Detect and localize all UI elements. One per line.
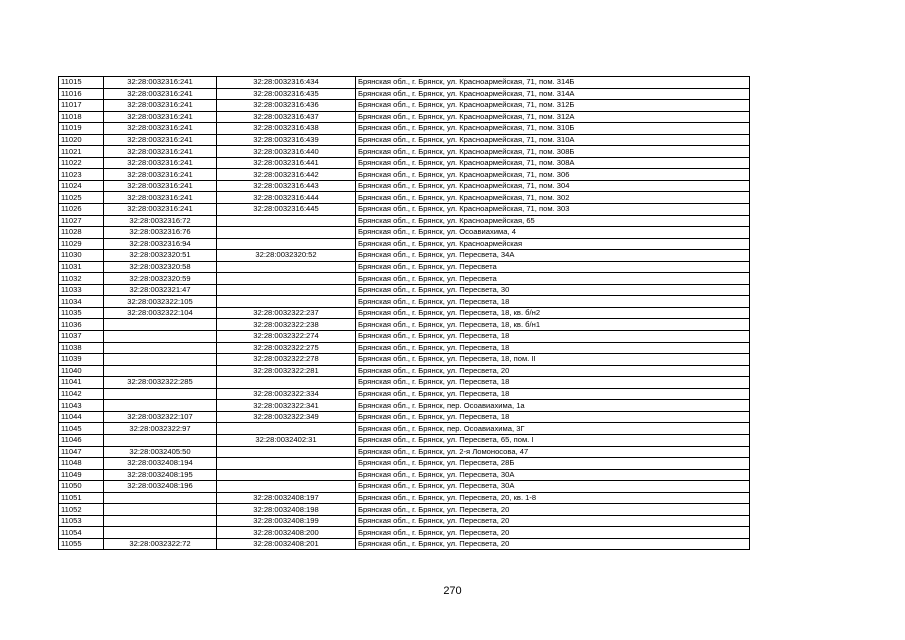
row-number-cell: 11033: [59, 284, 104, 296]
table-row: [59, 423, 750, 435]
address-cell: Брянская обл., г. Брянск, ул. Пересвета, 18: [356, 377, 750, 389]
row-number-cell: 11020: [59, 134, 104, 146]
table-row: [59, 354, 750, 366]
row-number-cell: 11048: [59, 458, 104, 470]
row-number-cell: 11030: [59, 250, 104, 262]
cadastral-number-cell: 32:28:0032316:241: [104, 77, 217, 89]
cadastral-number-cell: 32:28:0032316:241: [104, 134, 217, 146]
table-row: [59, 365, 750, 377]
address-cell: Брянская обл., г. Брянск, ул. Пересвета, 18: [356, 296, 750, 308]
row-number-cell: 11038: [59, 342, 104, 354]
cadastral-number-cell: [104, 365, 217, 377]
premises-cadastral-number-cell: [217, 227, 356, 239]
cadastral-number-cell: 32:28:0032316:76: [104, 227, 217, 239]
cadastral-number-cell: 32:28:0032322:72: [104, 538, 217, 550]
row-number-cell: 11045: [59, 423, 104, 435]
cadastral-number-cell: [104, 492, 217, 504]
cadastral-number-cell: 32:28:0032316:241: [104, 123, 217, 135]
table-row: [59, 307, 750, 319]
address-cell: Брянская обл., г. Брянск, ул. Красноармейская, 71, пом. 302: [356, 192, 750, 204]
table-row: [59, 504, 750, 516]
cadastral-number-cell: 32:28:0032408:195: [104, 469, 217, 481]
cadastral-number-cell: 32:28:0032316:241: [104, 169, 217, 181]
cadastral-number-cell: 32:28:0032405:50: [104, 446, 217, 458]
cadastral-number-cell: 32:28:0032316:94: [104, 238, 217, 250]
table-row: [59, 527, 750, 539]
row-number-cell: 11026: [59, 204, 104, 216]
address-cell: Брянская обл., г. Брянск, ул. Пересвета, 30А: [356, 481, 750, 493]
table-row: [59, 458, 750, 470]
cadastral-number-cell: 32:28:0032316:72: [104, 215, 217, 227]
address-cell: Брянская обл., г. Брянск, ул. Красноармейская, 71, пом. 304: [356, 180, 750, 192]
premises-cadastral-number-cell: 32:28:0032322:238: [217, 319, 356, 331]
table-row: [59, 146, 750, 158]
cadastral-number-cell: 32:28:0032408:194: [104, 458, 217, 470]
table-row: [59, 469, 750, 481]
table-row: [59, 238, 750, 250]
cadastral-number-cell: 32:28:0032322:104: [104, 307, 217, 319]
address-cell: Брянская обл., г. Брянск, ул. Красноармейская, 71, пом. 308А: [356, 157, 750, 169]
premises-cadastral-number-cell: 32:28:0032408:199: [217, 515, 356, 527]
premises-cadastral-number-cell: 32:28:0032322:349: [217, 411, 356, 423]
address-cell: Брянская обл., г. Брянск, ул. Красноармейская, 71, пом. 310А: [356, 134, 750, 146]
cadastral-number-cell: [104, 388, 217, 400]
table-row: [59, 319, 750, 331]
table-row: [59, 88, 750, 100]
premises-cadastral-number-cell: [217, 446, 356, 458]
address-cell: Брянская обл., г. Брянск, ул. Пересвета, 18, кв. б/н2: [356, 307, 750, 319]
premises-cadastral-number-cell: 32:28:0032408:197: [217, 492, 356, 504]
row-number-cell: 11049: [59, 469, 104, 481]
cadastral-number-cell: 32:28:0032322:107: [104, 411, 217, 423]
table-row: [59, 261, 750, 273]
row-number-cell: 11023: [59, 169, 104, 181]
premises-cadastral-number-cell: 32:28:0032408:200: [217, 527, 356, 539]
address-cell: Брянская обл., г. Брянск, ул. Красноармейская: [356, 238, 750, 250]
premises-cadastral-number-cell: 32:28:0032316:437: [217, 111, 356, 123]
premises-cadastral-number-cell: 32:28:0032408:198: [217, 504, 356, 516]
table-row: [59, 134, 750, 146]
premises-cadastral-number-cell: 32:28:0032322:237: [217, 307, 356, 319]
premises-cadastral-number-cell: 32:28:0032322:341: [217, 400, 356, 412]
table-row: [59, 192, 750, 204]
premises-cadastral-number-cell: [217, 215, 356, 227]
cadastral-number-cell: 32:28:0032316:241: [104, 146, 217, 158]
table-row: [59, 481, 750, 493]
address-cell: Брянская обл., г. Брянск, ул. Пересвета, 28Б: [356, 458, 750, 470]
row-number-cell: 11021: [59, 146, 104, 158]
address-cell: Брянская обл., г. Брянск, ул. Красноармейская, 71, пом. 314Б: [356, 77, 750, 89]
row-number-cell: 11031: [59, 261, 104, 273]
address-cell: Брянская обл., г. Брянск, ул. Пересвета, 18: [356, 331, 750, 343]
cadastral-number-cell: [104, 354, 217, 366]
address-cell: Брянская обл., г. Брянск, ул. Красноармейская, 71, пом. 303: [356, 204, 750, 216]
premises-cadastral-number-cell: 32:28:0032316:435: [217, 88, 356, 100]
cadastral-number-cell: 32:28:0032322:105: [104, 296, 217, 308]
table-row: [59, 111, 750, 123]
address-cell: Брянская обл., г. Брянск, ул. Пересвета: [356, 261, 750, 273]
row-number-cell: 11034: [59, 296, 104, 308]
premises-cadastral-number-cell: 32:28:0032316:439: [217, 134, 356, 146]
address-cell: Брянская обл., г. Брянск, ул. Пересвета, 20: [356, 365, 750, 377]
address-cell: Брянская обл., г. Брянск, ул. 2-я Ломоносова, 47: [356, 446, 750, 458]
registry-table-body: [59, 77, 750, 550]
cadastral-number-cell: 32:28:0032316:241: [104, 88, 217, 100]
table-row: [59, 273, 750, 285]
address-cell: Брянская обл., г. Брянск, пер. Осоавиахима, 3Г: [356, 423, 750, 435]
cadastral-number-cell: 32:28:0032408:196: [104, 481, 217, 493]
row-number-cell: 11050: [59, 481, 104, 493]
address-cell: Брянская обл., г. Брянск, ул. Красноармейская, 71, пом. 314А: [356, 88, 750, 100]
row-number-cell: 11022: [59, 157, 104, 169]
address-cell: Брянская обл., г. Брянск, ул. Пересвета, 34А: [356, 250, 750, 262]
premises-cadastral-number-cell: [217, 273, 356, 285]
premises-cadastral-number-cell: 32:28:0032322:334: [217, 388, 356, 400]
address-cell: Брянская обл., г. Брянск, ул. Красноармейская, 71, пом. 306: [356, 169, 750, 181]
table-row: [59, 204, 750, 216]
row-number-cell: 11025: [59, 192, 104, 204]
premises-cadastral-number-cell: 32:28:0032316:438: [217, 123, 356, 135]
cadastral-number-cell: [104, 434, 217, 446]
row-number-cell: 11044: [59, 411, 104, 423]
registry-table: [58, 76, 750, 550]
table-row: [59, 100, 750, 112]
row-number-cell: 11015: [59, 77, 104, 89]
premises-cadastral-number-cell: [217, 238, 356, 250]
table-row: [59, 492, 750, 504]
address-cell: Брянская обл., г. Брянск, ул. Пересвета, 30: [356, 284, 750, 296]
row-number-cell: 11051: [59, 492, 104, 504]
address-cell: Брянская обл., г. Брянск, ул. Пересвета: [356, 273, 750, 285]
table-row: [59, 377, 750, 389]
table-row: [59, 215, 750, 227]
table-row: [59, 169, 750, 181]
address-cell: Брянская обл., г. Брянск, ул. Осоавиахима, 4: [356, 227, 750, 239]
table-row: [59, 538, 750, 550]
address-cell: Брянская обл., г. Брянск, ул. Пересвета, 18: [356, 342, 750, 354]
cadastral-number-cell: 32:28:0032321:47: [104, 284, 217, 296]
cadastral-number-cell: [104, 527, 217, 539]
table-row: [59, 180, 750, 192]
table-row: [59, 400, 750, 412]
row-number-cell: 11055: [59, 538, 104, 550]
row-number-cell: 11043: [59, 400, 104, 412]
row-number-cell: 11035: [59, 307, 104, 319]
row-number-cell: 11029: [59, 238, 104, 250]
address-cell: Брянская обл., г. Брянск, ул. Красноармейская, 71, пом. 308Б: [356, 146, 750, 158]
table-row: [59, 296, 750, 308]
address-cell: Брянская обл., г. Брянск, ул. Пересвета, 18: [356, 411, 750, 423]
cadastral-number-cell: [104, 504, 217, 516]
row-number-cell: 11018: [59, 111, 104, 123]
premises-cadastral-number-cell: [217, 481, 356, 493]
cadastral-number-cell: 32:28:0032316:241: [104, 111, 217, 123]
cadastral-number-cell: 32:28:0032320:59: [104, 273, 217, 285]
premises-cadastral-number-cell: 32:28:0032316:434: [217, 77, 356, 89]
premises-cadastral-number-cell: 32:28:0032316:440: [217, 146, 356, 158]
premises-cadastral-number-cell: [217, 458, 356, 470]
address-cell: Брянская обл., г. Брянск, ул. Красноармейская, 65: [356, 215, 750, 227]
row-number-cell: 11017: [59, 100, 104, 112]
address-cell: Брянская обл., г. Брянск, ул. Пересвета, 20: [356, 515, 750, 527]
address-cell: Брянская обл., г. Брянск, ул. Пересвета, 20, кв. 1-8: [356, 492, 750, 504]
premises-cadastral-number-cell: [217, 469, 356, 481]
address-cell: Брянская обл., г. Брянск, ул. Красноармейская, 71, пом. 312Б: [356, 100, 750, 112]
cadastral-number-cell: 32:28:0032316:241: [104, 180, 217, 192]
address-cell: Брянская обл., г. Брянск, пер. Осоавиахима, 1а: [356, 400, 750, 412]
table-row: [59, 434, 750, 446]
address-cell: Брянская обл., г. Брянск, ул. Пересвета, 20: [356, 538, 750, 550]
table-row: [59, 284, 750, 296]
table-row: [59, 331, 750, 343]
premises-cadastral-number-cell: 32:28:0032322:275: [217, 342, 356, 354]
premises-cadastral-number-cell: [217, 296, 356, 308]
premises-cadastral-number-cell: [217, 423, 356, 435]
row-number-cell: 11032: [59, 273, 104, 285]
row-number-cell: 11054: [59, 527, 104, 539]
cadastral-number-cell: 32:28:0032320:51: [104, 250, 217, 262]
premises-cadastral-number-cell: 32:28:0032316:444: [217, 192, 356, 204]
premises-cadastral-number-cell: 32:28:0032316:443: [217, 180, 356, 192]
page-number: 270: [443, 585, 462, 597]
cadastral-number-cell: [104, 400, 217, 412]
table-row: [59, 157, 750, 169]
premises-cadastral-number-cell: [217, 284, 356, 296]
row-number-cell: 11037: [59, 331, 104, 343]
cadastral-number-cell: [104, 515, 217, 527]
row-number-cell: 11028: [59, 227, 104, 239]
row-number-cell: 11019: [59, 123, 104, 135]
row-number-cell: 11053: [59, 515, 104, 527]
cadastral-number-cell: [104, 319, 217, 331]
table-row: [59, 342, 750, 354]
address-cell: Брянская обл., г. Брянск, ул. Пересвета, 18, пом. II: [356, 354, 750, 366]
row-number-cell: 11046: [59, 434, 104, 446]
cadastral-number-cell: 32:28:0032316:241: [104, 100, 217, 112]
premises-cadastral-number-cell: 32:28:0032316:436: [217, 100, 356, 112]
row-number-cell: 11047: [59, 446, 104, 458]
table-row: [59, 388, 750, 400]
address-cell: Брянская обл., г. Брянск, ул. Красноармейская, 71, пом. 312А: [356, 111, 750, 123]
premises-cadastral-number-cell: 32:28:0032316:441: [217, 157, 356, 169]
cadastral-number-cell: 32:28:0032316:241: [104, 204, 217, 216]
cadastral-number-cell: 32:28:0032316:241: [104, 192, 217, 204]
row-number-cell: 11052: [59, 504, 104, 516]
row-number-cell: 11024: [59, 180, 104, 192]
row-number-cell: 11041: [59, 377, 104, 389]
premises-cadastral-number-cell: 32:28:0032322:281: [217, 365, 356, 377]
cadastral-number-cell: 32:28:0032322:285: [104, 377, 217, 389]
row-number-cell: 11042: [59, 388, 104, 400]
table-row: [59, 123, 750, 135]
address-cell: Брянская обл., г. Брянск, ул. Пересвета, 30А: [356, 469, 750, 481]
cadastral-number-cell: 32:28:0032316:241: [104, 157, 217, 169]
table-row: [59, 250, 750, 262]
premises-cadastral-number-cell: 32:28:0032316:445: [217, 204, 356, 216]
premises-cadastral-number-cell: 32:28:0032320:52: [217, 250, 356, 262]
row-number-cell: 11039: [59, 354, 104, 366]
table-row: [59, 446, 750, 458]
table-row: [59, 77, 750, 89]
premises-cadastral-number-cell: [217, 377, 356, 389]
address-cell: Брянская обл., г. Брянск, ул. Пересвета, 20: [356, 527, 750, 539]
row-number-cell: 11016: [59, 88, 104, 100]
table-row: [59, 411, 750, 423]
table-row: [59, 515, 750, 527]
premises-cadastral-number-cell: 32:28:0032322:274: [217, 331, 356, 343]
address-cell: Брянская обл., г. Брянск, ул. Пересвета, 18: [356, 388, 750, 400]
cadastral-number-cell: [104, 331, 217, 343]
row-number-cell: 11040: [59, 365, 104, 377]
cadastral-number-cell: 32:28:0032320:58: [104, 261, 217, 273]
table-row: [59, 227, 750, 239]
premises-cadastral-number-cell: 32:28:0032316:442: [217, 169, 356, 181]
address-cell: Брянская обл., г. Брянск, ул. Пересвета, 18, кв. б/н1: [356, 319, 750, 331]
premises-cadastral-number-cell: 32:28:0032408:201: [217, 538, 356, 550]
premises-cadastral-number-cell: 32:28:0032402:31: [217, 434, 356, 446]
premises-cadastral-number-cell: 32:28:0032322:278: [217, 354, 356, 366]
cadastral-number-cell: 32:28:0032322:97: [104, 423, 217, 435]
premises-cadastral-number-cell: [217, 261, 356, 273]
row-number-cell: 11027: [59, 215, 104, 227]
row-number-cell: 11036: [59, 319, 104, 331]
address-cell: Брянская обл., г. Брянск, ул. Пересвета, 65, пом. I: [356, 434, 750, 446]
address-cell: Брянская обл., г. Брянск, ул. Красноармейская, 71, пом. 310Б: [356, 123, 750, 135]
cadastral-number-cell: [104, 342, 217, 354]
address-cell: Брянская обл., г. Брянск, ул. Пересвета, 20: [356, 504, 750, 516]
